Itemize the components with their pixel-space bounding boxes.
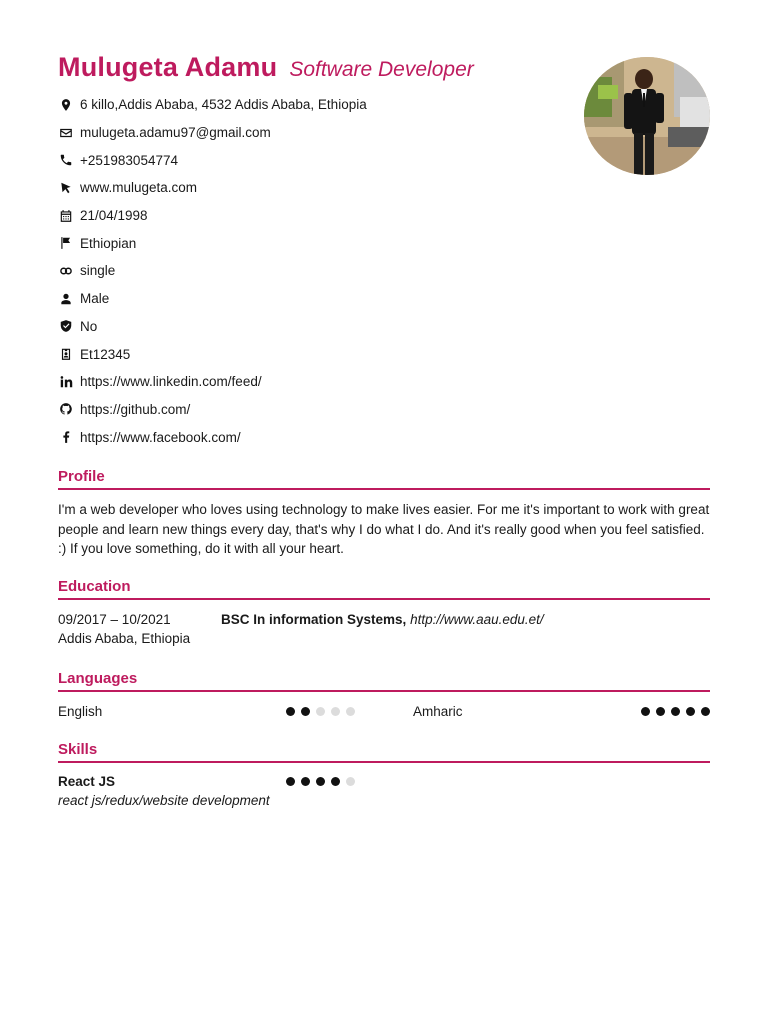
languages-section xyxy=(58,670,710,723)
flag-icon xyxy=(58,235,74,251)
education-details xyxy=(221,610,710,648)
education-heading: Education xyxy=(58,578,710,600)
education-entry xyxy=(58,610,710,648)
language-name: English xyxy=(58,704,103,719)
languages-heading: Languages xyxy=(58,670,710,692)
education-location: Addis Ababa, Ethiopia xyxy=(58,631,191,646)
rating-dot-filled xyxy=(286,777,295,786)
contact-birthdate-text: 21/04/1998 xyxy=(80,208,148,224)
contact-birthdate xyxy=(58,202,558,230)
contact-address xyxy=(58,91,558,119)
location-pin-icon xyxy=(58,97,74,113)
cursor-icon xyxy=(58,180,74,196)
profile-text: I'm a web developer who loves using technology to make lives easier. For me it's important to work with great people and learn new things every day, that's why I do what I do. And it's really good when you feel satisfied. :) If you love something, do it with all your heart. xyxy=(58,502,710,556)
email-icon xyxy=(58,125,74,141)
skill-rating xyxy=(286,777,361,786)
contact-facebook xyxy=(58,423,558,451)
education-section xyxy=(58,578,710,648)
contact-website xyxy=(58,174,558,202)
contact-email xyxy=(58,119,558,147)
rings-icon xyxy=(58,263,74,279)
languages-row xyxy=(58,703,710,723)
github-icon xyxy=(58,401,74,417)
skill-description: react js/redux/website development xyxy=(58,793,270,808)
contact-list xyxy=(58,91,558,451)
contact-address-text: 6 killo,Addis Ababa, 4532 Addis Ababa, Ethiopia xyxy=(80,97,367,113)
rating-dot-filled xyxy=(671,707,680,716)
contact-military xyxy=(58,313,558,341)
contact-nationality xyxy=(58,229,558,257)
rating-dot-empty xyxy=(316,707,325,716)
skill-entry xyxy=(58,773,710,813)
skills-heading: Skills xyxy=(58,741,710,763)
rating-dot-filled xyxy=(301,777,310,786)
rating-dot-filled xyxy=(641,707,650,716)
person-name: Mulugeta Adamu xyxy=(58,52,278,82)
rating-dot-filled xyxy=(331,777,340,786)
facebook-icon xyxy=(58,429,74,445)
profile-photo xyxy=(584,57,710,175)
contact-phone-text: +251983054774 xyxy=(80,152,178,168)
rating-dot-filled xyxy=(656,707,665,716)
rating-dot-filled xyxy=(686,707,695,716)
contact-marital-status-text: single xyxy=(80,263,116,279)
skill-name: React JS xyxy=(58,774,116,789)
rating-dot-empty xyxy=(331,707,340,716)
profile-heading: Profile xyxy=(58,468,710,490)
rating-dot-empty xyxy=(346,777,355,786)
phone-icon xyxy=(58,152,74,168)
language-rating xyxy=(286,707,361,716)
shield-icon xyxy=(58,318,74,334)
contact-phone xyxy=(58,146,558,174)
contact-github-text[interactable]: https://github.com/ xyxy=(80,401,191,417)
resume-header xyxy=(58,52,578,83)
contact-github xyxy=(58,396,558,424)
contact-website-text[interactable]: www.mulugeta.com xyxy=(80,180,198,196)
rating-dot-filled xyxy=(316,777,325,786)
rating-dot-empty xyxy=(346,707,355,716)
contact-marital-status xyxy=(58,257,558,285)
calendar-icon xyxy=(58,208,74,224)
contact-military-text: No xyxy=(80,318,98,334)
contact-email-text[interactable]: mulugeta.adamu97@gmail.com xyxy=(80,125,271,141)
language-name: Amharic xyxy=(413,704,463,719)
contact-linkedin-text[interactable]: https://www.linkedin.com/feed/ xyxy=(80,374,262,390)
contact-facebook-text[interactable]: https://www.facebook.com/ xyxy=(80,429,241,445)
rating-dot-filled xyxy=(701,707,710,716)
contact-linkedin xyxy=(58,368,558,396)
person-icon xyxy=(58,291,74,307)
education-degree: BSC In information Systems, xyxy=(221,612,407,627)
contact-id-text: Et12345 xyxy=(80,346,131,362)
rating-dot-filled xyxy=(286,707,295,716)
profile-section xyxy=(58,468,710,559)
contact-gender xyxy=(58,285,558,313)
job-title: Software Developer xyxy=(289,58,474,81)
id-card-icon xyxy=(58,346,74,362)
education-url[interactable]: http://www.aau.edu.et/ xyxy=(410,612,544,627)
name-row xyxy=(58,52,578,83)
language-rating xyxy=(641,707,716,716)
education-dates: 09/2017 – 10/2021 xyxy=(58,612,171,627)
skills-section xyxy=(58,741,710,813)
linkedin-icon xyxy=(58,374,74,390)
contact-id xyxy=(58,340,558,368)
rating-dot-filled xyxy=(301,707,310,716)
contact-gender-text: Male xyxy=(80,291,110,307)
education-meta xyxy=(58,610,221,648)
contact-nationality-text: Ethiopian xyxy=(80,235,137,251)
